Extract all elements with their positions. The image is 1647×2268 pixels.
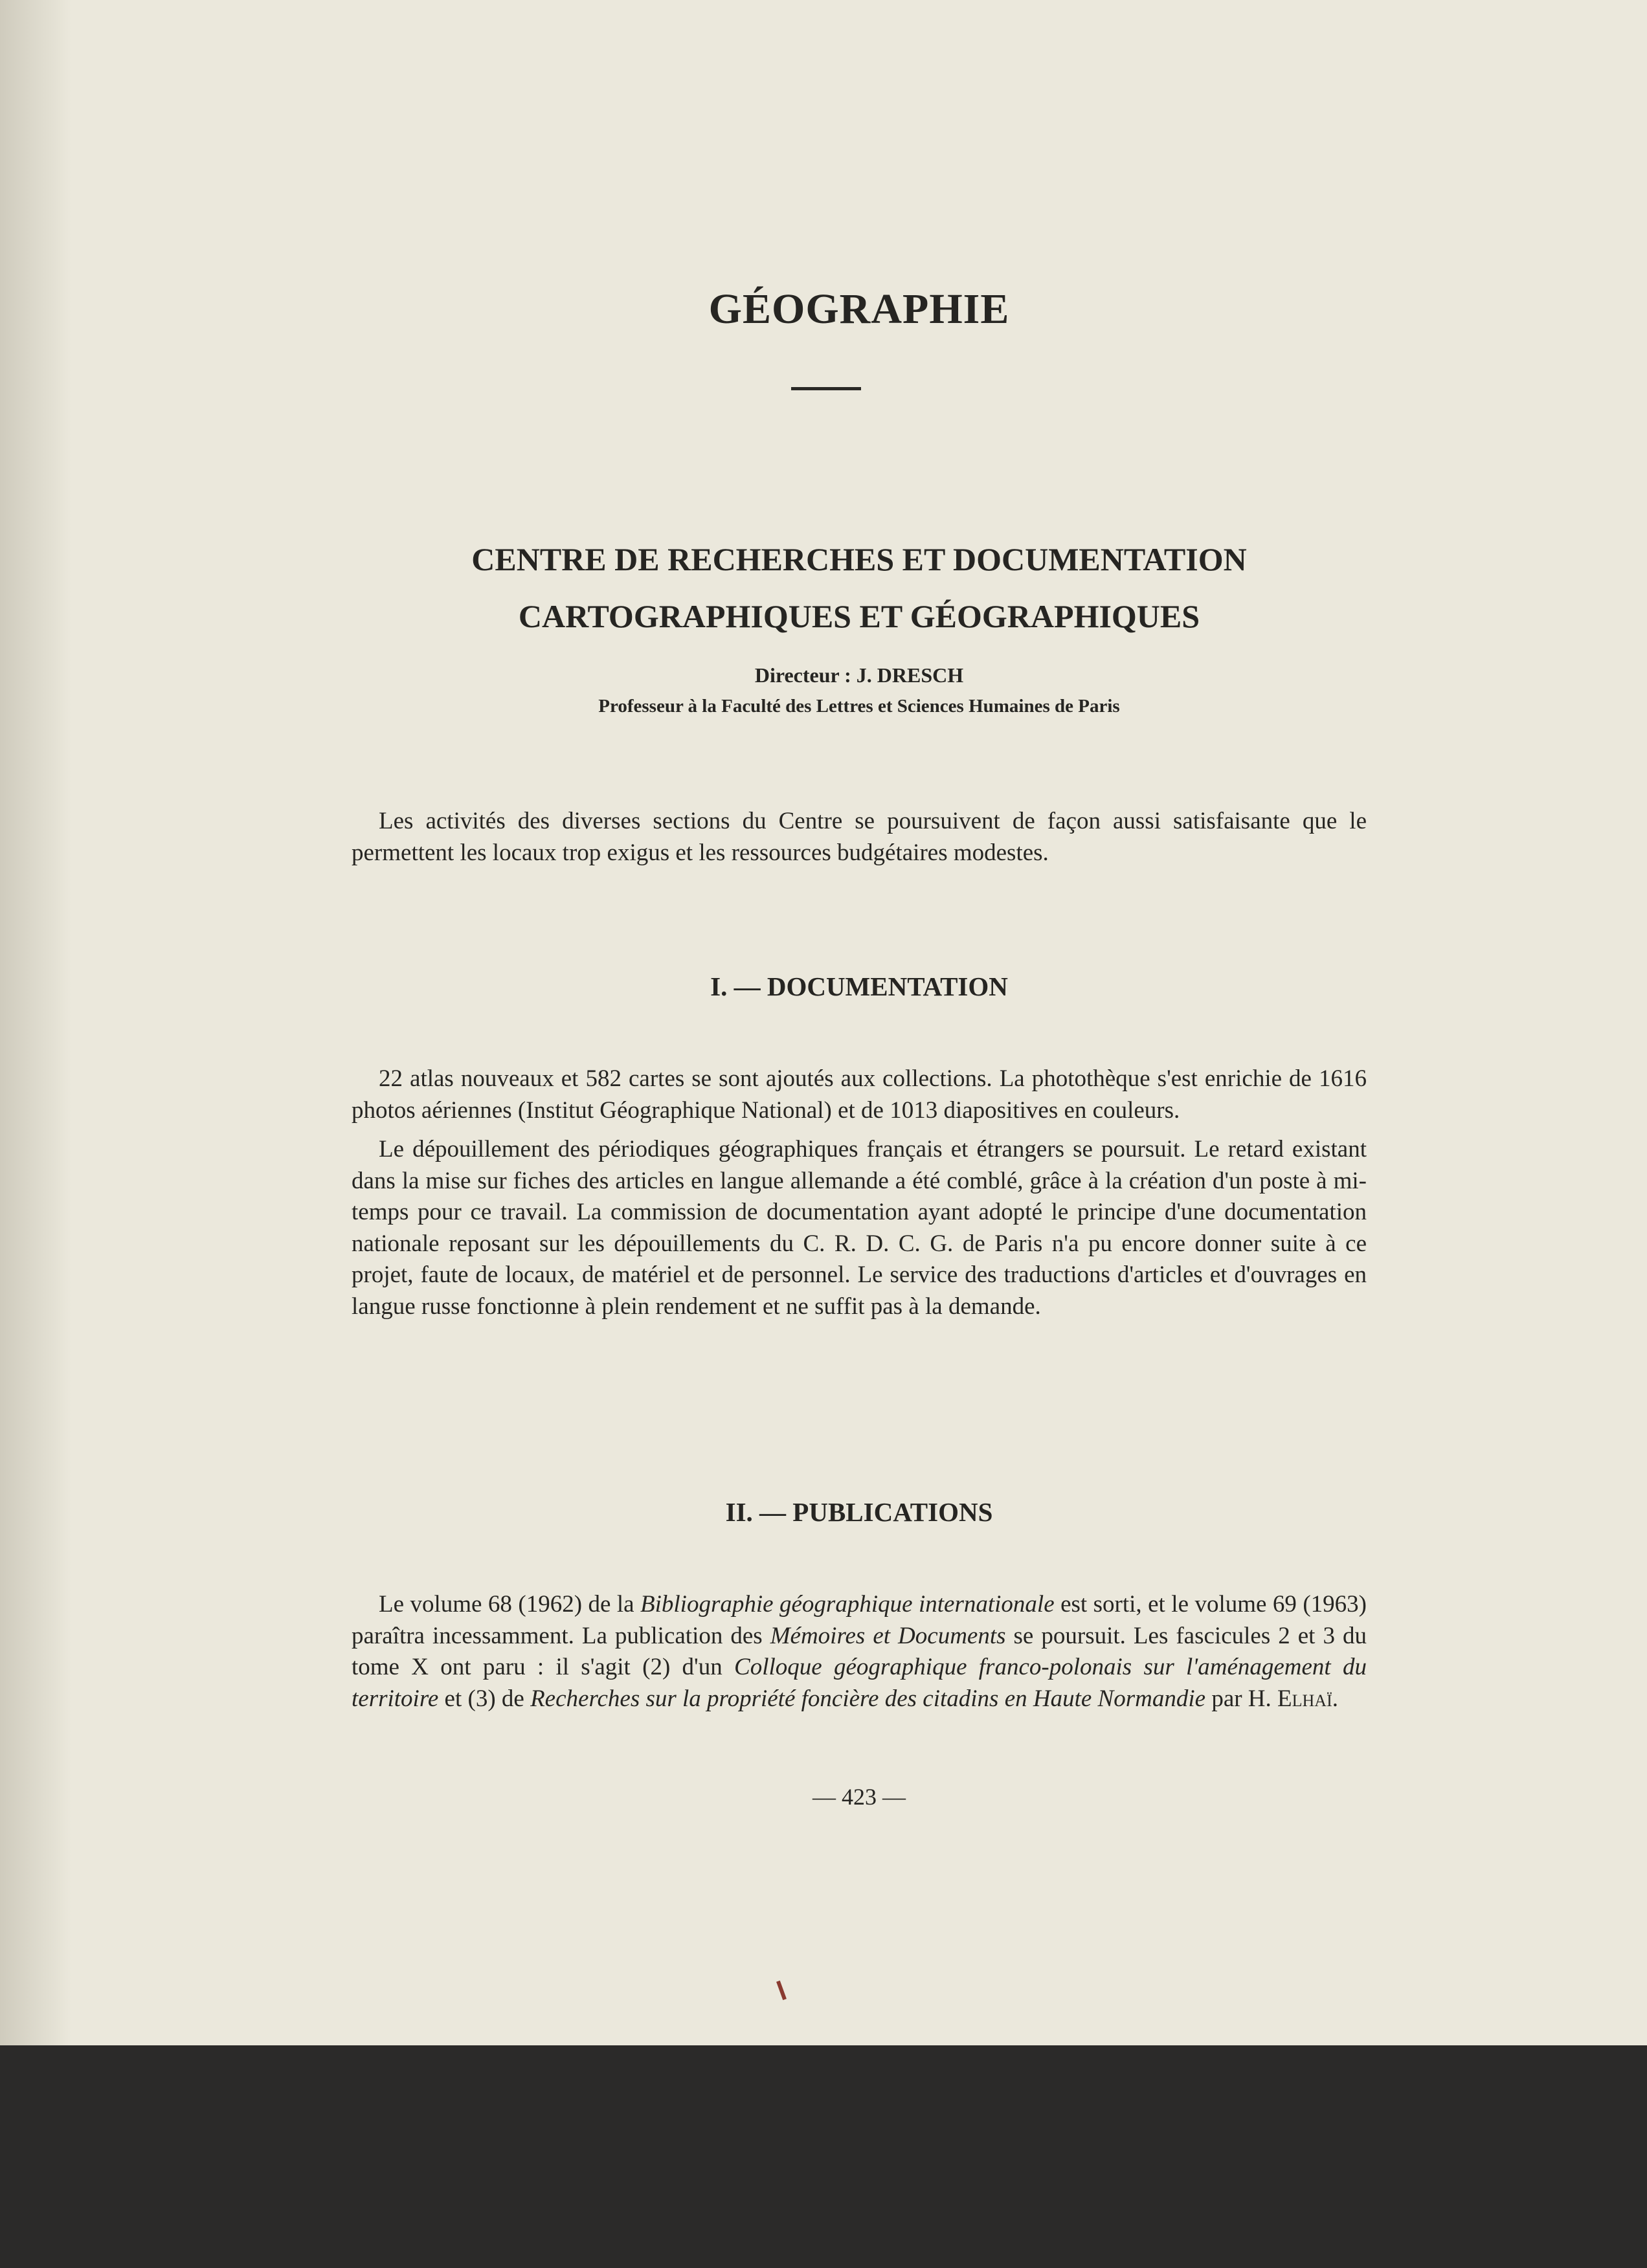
intro-paragraph: Les activités des diverses sections du Centre se poursuivent de façon aussi satisfaisante que le permettent les locaux trop exigus et les ressources budgétaires modestes. [352, 808, 1367, 866]
paragraph: Le volume 68 (1962) de la Bibliographie géographique internationale est sorti, et le volume 69 (1963) paraîtra incessamment. La publication des Mémoires et Documents se poursuit. Les fascicules 2 et 3 du tome X ont paru : il s'agit (2) d'un Colloque géographique franco-polonais sur l'aménagement du territoire et (3) de Recherches sur la propriété foncière des citadins en Haute Normandie par H. Elhaï. [352, 1591, 1367, 1712]
documentation-body [352, 1063, 1367, 1322]
publications-body [352, 1589, 1367, 1715]
page-number: — 423 — [812, 1784, 906, 1810]
director-title: Professeur à la Faculté des Lettres et Sciences Humaines de Paris [598, 696, 1120, 717]
paragraph: Le dépouillement des périodiques géographiques français et étrangers se poursuit. Le retard existant dans la mise sur fiches des articles en langue allemande a été comblé, grâce à la création d'un poste à mi-temps pour ce travail. La commission de documentation ayant adopté le principe d'une documentation nationale reposant sur les dépouillements du C. R. D. C. G. de Paris n'a pu encore donner suite à ce projet, faute de locaux, de matériel et de personnel. Le service des traductions d'articles et d'ouvrages en langue russe fonctionne à plein rendement et ne suffit pas à la demande. [352, 1136, 1367, 1320]
institution-line-1: CENTRE DE RECHERCHES ET DOCUMENTATION [471, 541, 1247, 577]
book-spine-shadow [0, 0, 71, 2045]
page-title: GÉOGRAPHIE [708, 285, 1010, 333]
institution-name [352, 531, 1367, 645]
author-name: Elhaï [1277, 1685, 1332, 1712]
section-heading-documentation: I. — DOCUMENTATION [710, 972, 1008, 1001]
section-heading-publications: II. — PUBLICATIONS [725, 1497, 993, 1527]
title-rule [791, 387, 861, 390]
institution-line-2: CARTOGRAPHIQUES ET GÉOGRAPHIQUES [518, 598, 1200, 634]
director: Directeur : J. DRESCH [754, 663, 964, 687]
paragraph: 22 atlas nouveaux et 582 cartes se sont ajoutés aux collections. La photothèque s'est enrichie de 1616 photos aériennes (Institut Géographique National) et de 1013 diapositives en couleurs. [352, 1065, 1367, 1124]
